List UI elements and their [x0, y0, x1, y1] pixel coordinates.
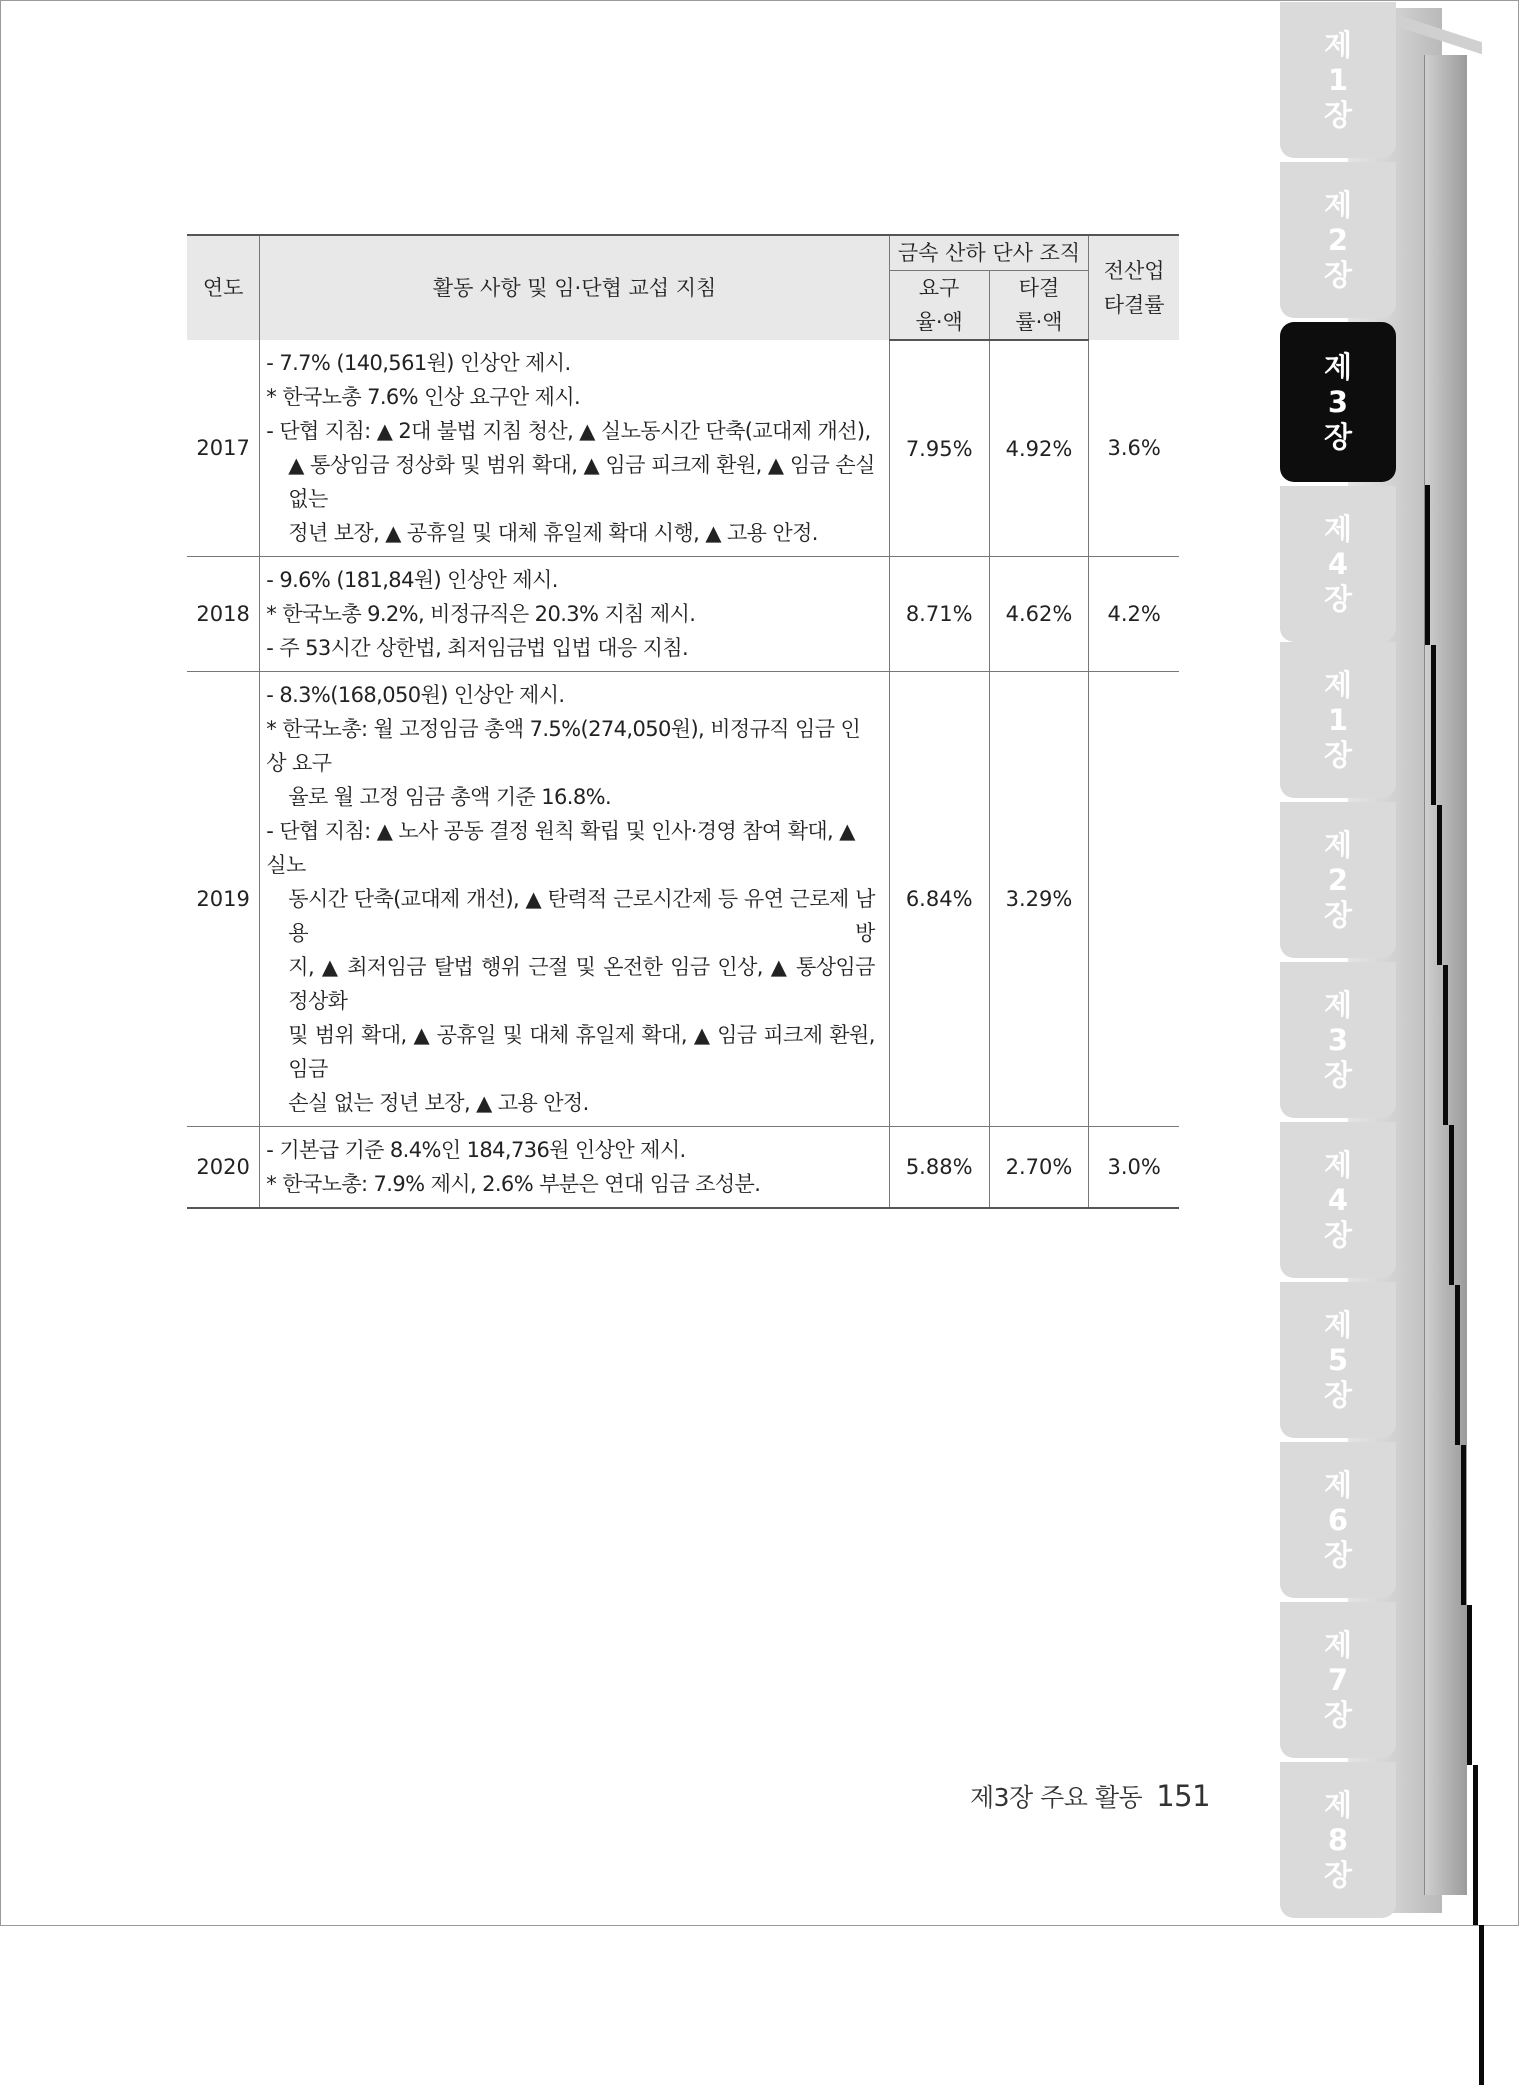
tab-label-char: 제	[1323, 987, 1352, 1022]
tab-edge-mark	[1467, 1605, 1472, 1765]
activity-line: - 기본급 기준 8.4%인 184,736원 인상안 제시.	[266, 1138, 686, 1162]
activity-line: - 8.3%(168,050원) 인상안 제시.	[266, 683, 565, 707]
tab-label-char: 7	[1327, 1662, 1349, 1697]
tab-label-char: 1	[1327, 62, 1349, 97]
activity-line: * 한국노총: 7.9% 제시, 2.6% 부분은 연대 임금 조성분.	[266, 1172, 761, 1196]
header-request	[889, 271, 989, 341]
chapter-tab-4[interactable]	[1280, 486, 1396, 642]
tab-edge-mark	[1449, 1125, 1454, 1285]
header-industry-line2: 타결률	[1103, 293, 1165, 317]
header-request-line1: 요구	[918, 276, 960, 300]
table-body	[187, 340, 1179, 1208]
row-request-rate: 7.95%	[889, 340, 989, 557]
tab-label-char: 제	[1323, 1467, 1352, 1502]
row-activity	[260, 1127, 890, 1209]
tab-label-char: 제	[1323, 667, 1352, 702]
row-activity	[260, 672, 890, 1127]
page-number: 151	[1156, 1779, 1211, 1813]
tab-label-char: 제	[1323, 187, 1352, 222]
tab-label-char: 3	[1327, 384, 1349, 419]
tab-label-char: 1	[1327, 702, 1349, 737]
row-activity	[260, 557, 890, 672]
tab-label-char: 장	[1323, 257, 1352, 292]
chapter-tab-12[interactable]	[1280, 1762, 1396, 1918]
row-activity	[260, 340, 890, 557]
tab-label-char: 제	[1323, 827, 1352, 862]
tab-label-char: 제	[1323, 27, 1352, 62]
activity-line: 손실 없는 정년 보장, ▲ 고용 안정.	[288, 1091, 589, 1115]
tab-label-char: 장	[1323, 1057, 1352, 1092]
row-year: 2018	[187, 557, 260, 672]
tab-label-char: 장	[1323, 1857, 1352, 1892]
activity-line: - 단협 지침: ▲ 노사 공동 결정 원칙 확립 및 인사·경영 참여 확대, ▲ 실노	[266, 819, 855, 877]
chapter-tab-9[interactable]	[1280, 1282, 1396, 1438]
chapter-tabs	[1278, 0, 1519, 1926]
tab-label-char: 2	[1327, 862, 1349, 897]
chapter-tab-11[interactable]	[1280, 1602, 1396, 1758]
chapter-tab-6[interactable]	[1280, 802, 1396, 958]
tab-label-char: 5	[1327, 1342, 1349, 1377]
tab-label-char: 장	[1323, 1217, 1352, 1252]
header-settled	[989, 271, 1089, 341]
activity-line: 정년 보장, ▲ 공휴일 및 대체 휴일제 확대 시행, ▲ 고용 안정.	[288, 521, 818, 545]
row-industry-rate: 3.6%	[1089, 340, 1179, 557]
activity-line: - 단협 지침: ▲ 2대 불법 지침 청산, ▲ 실노동시간 단축(교대제 개선),	[266, 419, 871, 443]
table-row	[187, 340, 1179, 557]
tab-edge-mark	[1443, 965, 1448, 1125]
activity-line: * 한국노총 7.6% 인상 요구안 제시.	[266, 385, 581, 409]
table-row	[187, 1127, 1179, 1209]
chapter-tab-8[interactable]	[1280, 1122, 1396, 1278]
activity-line: * 한국노총 9.2%, 비정규직은 20.3% 지침 제시.	[266, 602, 696, 626]
tab-label-char: 장	[1323, 737, 1352, 772]
activity-line: 동시간 단축(교대제 개선), ▲ 탄력적 근로시간제 등 유연 근로제 남용 방	[288, 887, 875, 945]
row-settled-rate: 4.92%	[989, 340, 1089, 557]
tab-edge-mark	[1431, 645, 1436, 805]
activity-line: * 한국노총: 월 고정임금 총액 7.5%(274,050원), 비정규직 임금 인상 요구	[266, 717, 861, 775]
activity-line: - 7.7% (140,561원) 인상안 제시.	[266, 351, 571, 375]
tab-label-char: 제	[1323, 349, 1352, 384]
tab-label-char: 장	[1323, 897, 1352, 932]
tab-label-char: 3	[1327, 1022, 1349, 1057]
header-settled-line1: 타결	[1018, 276, 1060, 300]
book-spine	[1424, 55, 1467, 1895]
tab-label-char: 4	[1327, 1182, 1349, 1217]
tab-edge-mark	[1437, 805, 1442, 965]
activity-line: 지, ▲ 최저임금 탈법 행위 근절 및 온전한 임금 인상, ▲ 통상임금 정상화	[288, 955, 875, 1013]
row-industry-rate: 3.0%	[1089, 1127, 1179, 1209]
chapter-tab-2[interactable]	[1280, 162, 1396, 318]
header-settled-line2: 률·액	[1015, 310, 1063, 334]
header-request-line2: 율·액	[915, 310, 963, 334]
tab-edge-mark	[1425, 485, 1430, 645]
activity-line: 및 범위 확대, ▲ 공휴일 및 대체 휴일제 확대, ▲ 임금 피크제 환원, 임금	[288, 1023, 875, 1081]
table-row	[187, 672, 1179, 1127]
chapter-tab-5[interactable]	[1280, 642, 1396, 798]
footer-section: 제3장 주요 활동	[970, 1783, 1143, 1812]
row-settled-rate: 4.62%	[989, 557, 1089, 672]
chapter-tab-3[interactable]	[1280, 322, 1396, 482]
tab-edge-mark	[1461, 1445, 1466, 1605]
row-year: 2017	[187, 340, 260, 557]
tab-label-char: 장	[1323, 581, 1352, 616]
tab-edge-mark	[1455, 1285, 1460, 1445]
tab-label-char: 제	[1323, 511, 1352, 546]
tab-edge-mark	[1473, 1765, 1478, 1925]
table-row	[187, 557, 1179, 672]
header-year: 연도	[187, 235, 260, 340]
row-year: 2019	[187, 672, 260, 1127]
row-settled-rate: 3.29%	[989, 672, 1089, 1127]
tab-label-char: 제	[1323, 1147, 1352, 1182]
tab-label-char: 8	[1327, 1822, 1349, 1857]
tab-label-char: 4	[1327, 546, 1349, 581]
row-request-rate: 6.84%	[889, 672, 989, 1127]
chapter-tab-1[interactable]	[1280, 2, 1396, 158]
tab-label-char: 제	[1323, 1627, 1352, 1662]
row-settled-rate: 2.70%	[989, 1127, 1089, 1209]
page-footer	[970, 1778, 1210, 1814]
activity-line: - 9.6% (181,84원) 인상안 제시.	[266, 568, 558, 592]
row-request-rate: 5.88%	[889, 1127, 989, 1209]
header-industry	[1089, 235, 1179, 340]
activity-line: 율로 월 고정 임금 총액 기준 16.8%.	[288, 785, 612, 809]
tab-label-char: 2	[1327, 222, 1349, 257]
tab-label-char: 장	[1323, 1537, 1352, 1572]
header-activity: 활동 사항 및 임·단협 교섭 지침	[260, 235, 890, 340]
chapter-tab-10[interactable]	[1280, 1442, 1396, 1598]
row-request-rate: 8.71%	[889, 557, 989, 672]
tab-label-char: 장	[1323, 1377, 1352, 1412]
tab-label-char: 장	[1323, 97, 1352, 132]
tab-label-char: 장	[1323, 419, 1352, 454]
wage-negotiation-table	[187, 234, 1179, 1209]
tab-label-char: 6	[1327, 1502, 1349, 1537]
tab-label-char: 제	[1323, 1307, 1352, 1342]
chapter-tab-7[interactable]	[1280, 962, 1396, 1118]
activity-line: - 주 53시간 상한법, 최저임금법 입법 대응 지침.	[266, 636, 689, 660]
row-industry-rate	[1089, 672, 1179, 1127]
tab-label-char: 제	[1323, 1787, 1352, 1822]
row-year: 2020	[187, 1127, 260, 1209]
activity-line: ▲ 통상임금 정상화 및 범위 확대, ▲ 임금 피크제 환원, ▲ 임금 손실 없는	[288, 453, 875, 511]
row-industry-rate: 4.2%	[1089, 557, 1179, 672]
tab-edge-mark	[1479, 1925, 1484, 2085]
tab-label-char: 장	[1323, 1697, 1352, 1732]
header-metal-group: 금속 산하 단사 조직	[889, 235, 1089, 271]
header-industry-line1: 전산업	[1103, 259, 1165, 283]
